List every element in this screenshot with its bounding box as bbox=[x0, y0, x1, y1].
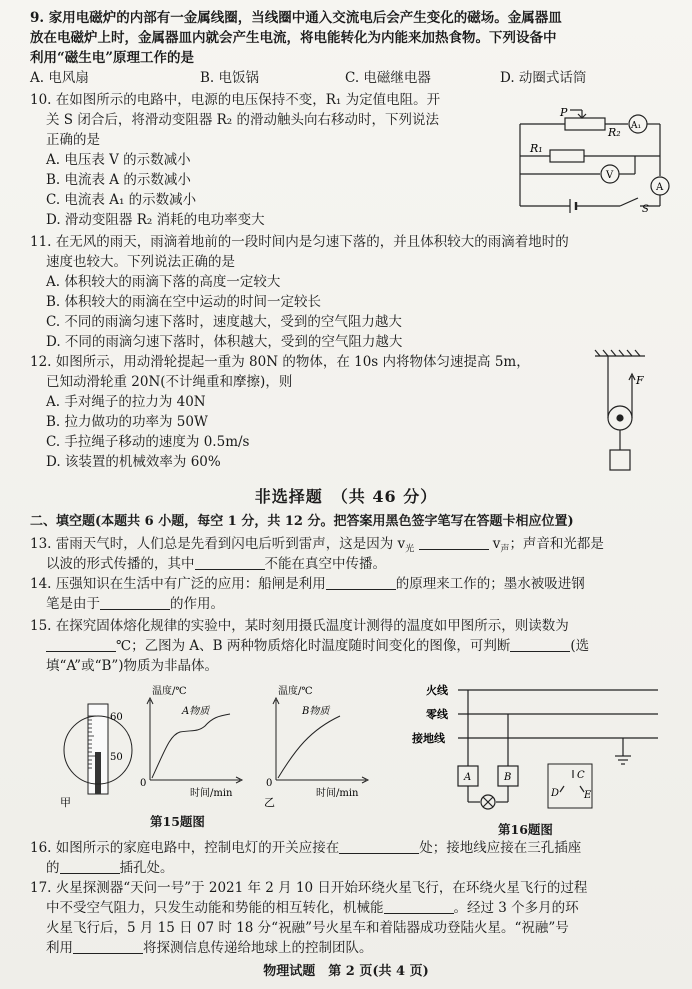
q17-line1: 17. 火星探测器“天问一号”于 2021 年 2 月 10 日开始环绕火星飞行，在环绕火星飞行的过程 bbox=[30, 880, 588, 896]
q13-blank-2[interactable] bbox=[195, 555, 265, 570]
q16-text-b: 处；接地线应接在三孔插座 bbox=[419, 840, 582, 856]
q12-pulley-diagram bbox=[590, 348, 660, 478]
q9-option-c: C. 电磁继电器 bbox=[345, 70, 431, 86]
live-wire-label: 火线 bbox=[426, 684, 448, 697]
q9-option-b: B. 电饭锅 bbox=[200, 70, 260, 86]
q16-line1 bbox=[30, 838, 581, 858]
q16-text-d: 插孔处。 bbox=[119, 860, 174, 876]
q15-figures bbox=[40, 680, 400, 810]
q9-option-a: A. 电风扇 bbox=[30, 70, 89, 86]
q16-blank-1[interactable] bbox=[339, 839, 419, 854]
q11-line1: 11. 在无风的雨天，雨滴着地前的一段时间内是匀速下落的，并且体积较大的雨滴着地时的 bbox=[30, 234, 569, 250]
q9-line2: 放在电磁炉上时，金属器皿内就会产生电流，将电能转化为内能来加热食物。下列设备中 bbox=[30, 30, 557, 46]
q13-text-e: 不能在真空中传播。 bbox=[264, 556, 386, 572]
q10-line1: 10. 在如图所示的电路中，电源的电压保持不变，R₁ 为定值电阻。开 bbox=[30, 92, 441, 108]
q13-text-d: 以波的形式传播的，其中 bbox=[46, 556, 195, 572]
graph-a-origin: 0 bbox=[140, 778, 147, 789]
graph-b-xlabel: 时间/min bbox=[316, 788, 359, 799]
q13-blank-1[interactable] bbox=[419, 535, 489, 550]
q16-caption: 第16题图 bbox=[498, 822, 553, 837]
thermo-60: 60 bbox=[110, 712, 123, 723]
q17-line3: 火星飞行后，5 月 15 日 07 时 18 分“祝融”号火星车和着陆器成功登陆火星。“祝融”号 bbox=[46, 920, 569, 936]
q15-line2 bbox=[46, 636, 589, 656]
q12-option-b: B. 拉力做功的功率为 50W bbox=[46, 414, 208, 430]
q16-circuit-diagram bbox=[408, 678, 668, 824]
graph-b-series: B物质 bbox=[302, 706, 330, 717]
q16-text-a: 16. 如图所示的家庭电路中，控制电灯的开关应接在 bbox=[30, 840, 340, 856]
q10-option-b: B. 电流表 A 的示数减小 bbox=[46, 172, 191, 188]
q15-text-a: ℃；乙图为 A、B 两种物质熔化时温度随时间变化的图像，可判断 bbox=[116, 638, 511, 654]
q12-option-a: A. 手对绳子的拉力为 40N bbox=[46, 394, 206, 410]
q15-blank-1[interactable] bbox=[46, 637, 116, 652]
q11-line2: 速度也较大。下列说法正确的是 bbox=[46, 254, 235, 270]
thermo-50: 50 bbox=[110, 752, 123, 763]
q13-sub-light: 光 bbox=[405, 544, 415, 555]
curve-a bbox=[152, 714, 230, 778]
q10-line2: 关 S 闭合后，将滑动变阻器 R₂ 的滑动触头向右移动时，下列说法 bbox=[46, 112, 439, 128]
q10-line3: 正确的是 bbox=[46, 132, 100, 148]
section-title: 非选择题 （共 46 分） bbox=[254, 487, 438, 506]
fig-yi: 乙 bbox=[264, 796, 275, 809]
q11-option-d: D. 不同的雨滴匀速下落时，体积越大，受到的空气阻力越大 bbox=[46, 334, 403, 350]
r1-label: R₁ bbox=[530, 142, 543, 155]
q16-line2 bbox=[46, 858, 174, 878]
q13-text-a: 13. 雷雨天气时，人们总是先看到闪电后听到雷声，这是因为 v bbox=[30, 536, 406, 552]
r1-resistor bbox=[550, 150, 584, 162]
q10-option-d: D. 滑动变阻器 R₂ 消耗的电功率变大 bbox=[46, 212, 265, 228]
q14-blank-2[interactable] bbox=[100, 595, 170, 610]
q13-sub-sound: 声 bbox=[500, 544, 510, 555]
q17-blank-2[interactable] bbox=[73, 939, 143, 954]
q15-line3: 填“A”或“B”)物质为非晶体。 bbox=[46, 658, 219, 674]
q15-blank-2[interactable] bbox=[510, 637, 570, 652]
q11-option-c: C. 不同的雨滴匀速下落时，速度越大，受到的空气阻力越大 bbox=[46, 314, 402, 330]
q10-option-a: A. 电压表 V 的示数减小 bbox=[46, 152, 191, 168]
fig-jia: 甲 bbox=[60, 796, 71, 809]
q14-text-c: 笔是由于 bbox=[46, 596, 100, 612]
r2-resistor bbox=[565, 118, 605, 130]
part2-header: 二、填空题(本题共 6 小题，每空 1 分，共 12 分。把答案用黑色签字笔写在答题卡相应位置) bbox=[30, 514, 574, 529]
q15-caption: 第15题图 bbox=[150, 814, 205, 829]
ammeter-label: A bbox=[656, 182, 664, 193]
q11-option-b: B. 体积较大的雨滴在空中运动的时间一定较长 bbox=[46, 294, 322, 310]
graph-a-series: A物质 bbox=[182, 706, 210, 717]
q15-line1: 15. 在探究固体熔化规律的实验中，某时刻用摄氏温度计测得的温度如甲图所示，则读数为 bbox=[30, 618, 569, 634]
q17-line4 bbox=[46, 938, 373, 958]
q14-line2 bbox=[46, 594, 224, 614]
q16-blank-2[interactable] bbox=[60, 859, 120, 874]
q10-option-c: C. 电流表 A₁ 的示数减小 bbox=[46, 192, 197, 208]
q17-text-d: 将探测信息传递给地球上的控制团队。 bbox=[143, 940, 373, 956]
q9-line1: 9. 家用电磁炉的内部有一金属线圈，当线圈中通入交流电后会产生变化的磁场。金属器皿 bbox=[30, 10, 562, 26]
neutral-wire-label: 零线 bbox=[426, 708, 448, 721]
q9-option-d: D. 动圈式话筒 bbox=[500, 70, 587, 86]
q17-line2 bbox=[46, 898, 579, 918]
q11-option-a: A. 体积较大的雨滴下落的高度一定较大 bbox=[46, 274, 281, 290]
ground-wire-label: 接地线 bbox=[412, 732, 445, 745]
socket-e-label: E bbox=[584, 790, 592, 801]
graph-a-xlabel: 时间/min bbox=[190, 788, 233, 799]
page-footer: 物理试题 第 2 页(共 4 页) bbox=[263, 964, 429, 979]
voltmeter-label: V bbox=[606, 170, 614, 181]
q12-line2: 已知动滑轮重 20N(不计绳重和摩擦)，则 bbox=[46, 374, 293, 390]
q17-text-a: 中不受空气阻力，只发生动能和势能的相互转化，机械能 bbox=[46, 900, 384, 916]
q10-circuit-diagram bbox=[510, 106, 670, 214]
q12-option-d: D. 该装置的机械效率为 60% bbox=[46, 454, 221, 470]
q14-text-a: 14. 压强知识在生活中有广泛的应用：船闸是利用 bbox=[30, 576, 326, 592]
graph-b-ylabel: 温度/℃ bbox=[278, 686, 313, 697]
q12-line1: 12. 如图所示，用动滑轮提起一重为 80N 的物体，在 10s 内将物体匀速提高 5m， bbox=[30, 354, 530, 370]
q13-text-c: ；声音和光都是 bbox=[509, 536, 604, 552]
q14-text-d: 的作用。 bbox=[170, 596, 224, 612]
socket-d-label: D bbox=[551, 788, 560, 799]
q16-text-c: 的 bbox=[46, 860, 60, 876]
q14-blank-1[interactable] bbox=[326, 575, 396, 590]
curve-b bbox=[278, 716, 340, 778]
a1-label: A₁ bbox=[631, 121, 642, 131]
switch-label: S bbox=[642, 204, 649, 214]
q15-text-b: (选 bbox=[570, 638, 590, 654]
graph-a-ylabel: 温度/℃ bbox=[152, 686, 187, 697]
q14-text-b: 的原理来工作的；墨水被吸进钢 bbox=[395, 576, 585, 592]
r2-label: R₂ bbox=[608, 126, 621, 139]
graph-b-origin: 0 bbox=[266, 778, 273, 789]
q13-line1: 13. 雷雨天气时，人们总是先看到闪电后听到雷声，这是因为 $v_光$ $v_声$；声音和光都是 bbox=[30, 536, 604, 555]
q17-text-c: 利用 bbox=[46, 940, 73, 956]
q17-blank-1[interactable] bbox=[384, 899, 454, 914]
socket-c-label: C bbox=[577, 770, 585, 781]
q9-line3: 利用“磁生电”原理工作的是 bbox=[30, 50, 195, 66]
q13-line2 bbox=[46, 554, 386, 574]
slider-p-label: P bbox=[560, 106, 568, 119]
box-a-label: A bbox=[464, 772, 472, 783]
force-f-label: F bbox=[636, 374, 644, 387]
q12-option-c: C. 手拉绳子移动的速度为 0.5m/s bbox=[46, 434, 250, 450]
q14-line1 bbox=[30, 574, 585, 594]
q17-text-b: 。经过 3 个多月的环 bbox=[453, 900, 579, 916]
box-b-label: B bbox=[504, 772, 512, 783]
